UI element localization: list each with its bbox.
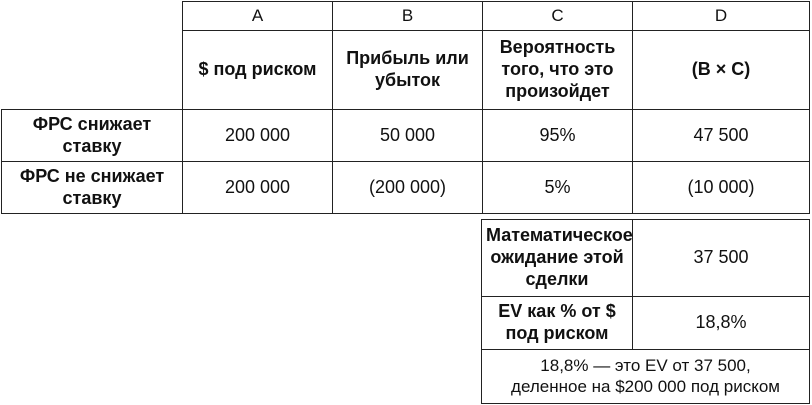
cell-probability: 95% [483, 110, 633, 162]
column-header-row [2, 31, 810, 110]
cell-profit-loss: 50 000 [333, 110, 483, 162]
col-letter-d: D [633, 2, 810, 31]
col-letter-a: A [183, 2, 333, 31]
row-label-cut: ФРС снижает ставку [2, 110, 183, 162]
summary-table [481, 219, 810, 404]
ev-pct-row [482, 297, 810, 350]
cell-at-risk: 200 000 [183, 162, 333, 214]
cell-probability: 5% [483, 162, 633, 214]
header-profit-loss: Прибыль или убыток [333, 31, 483, 110]
col-letter-b: B [333, 2, 483, 31]
corner-blank [2, 2, 183, 31]
ev-note-line-2: деленное на $200 000 под риском [511, 376, 780, 396]
ev-pct-label: EV как % от $ под риском [482, 297, 633, 350]
cell-profit-loss: (200 000) [333, 162, 483, 214]
table-row [2, 110, 810, 162]
header-probability: Вероятность того, что это произойдет [483, 31, 633, 110]
column-letter-row [2, 2, 810, 31]
note-row [482, 350, 810, 404]
cell-product: 47 500 [633, 110, 810, 162]
ev-note [482, 350, 810, 404]
col-letter-c: C [483, 2, 633, 31]
header-blank [2, 31, 183, 110]
header-at-risk: $ под риском [183, 31, 333, 110]
cell-product: (10 000) [633, 162, 810, 214]
row-label-no-cut: ФРС не снижает ставку [2, 162, 183, 214]
ev-label: Математическое ожидание этой сделки [482, 220, 633, 297]
table-row [2, 162, 810, 214]
ev-pct-value: 18,8% [633, 297, 810, 350]
expected-value-table [1, 1, 810, 214]
cell-at-risk: 200 000 [183, 110, 333, 162]
ev-value: 37 500 [633, 220, 810, 297]
header-b-times-c: (B × C) [633, 31, 810, 110]
ev-row [482, 220, 810, 297]
ev-note-line-1: 18,8% — это EV от 37 500, [540, 355, 751, 375]
